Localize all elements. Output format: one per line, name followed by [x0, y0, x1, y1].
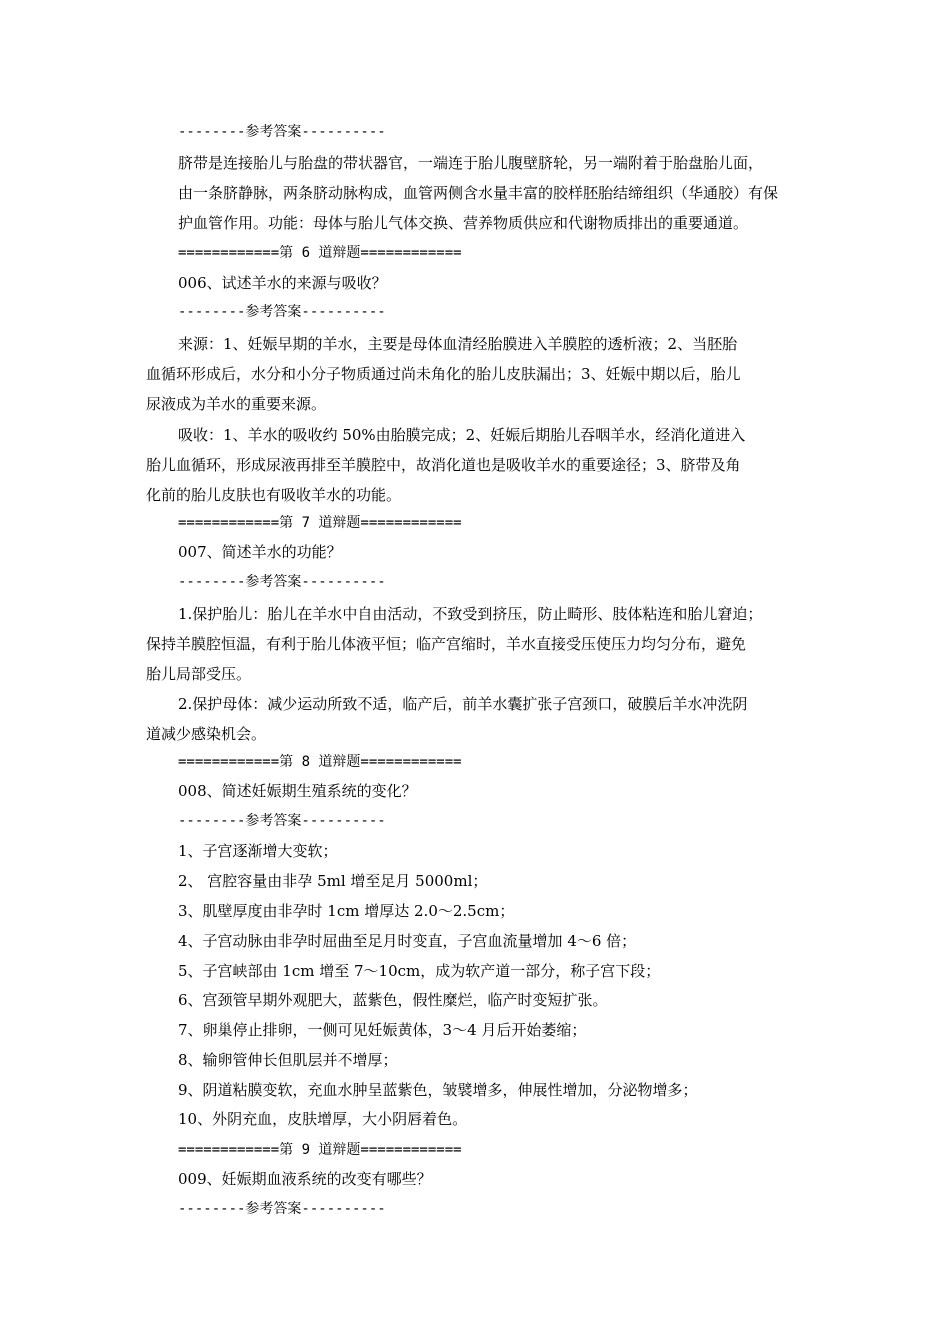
question-header: ============第 6 道辩题============ — [178, 245, 462, 261]
answer-paragraph — [146, 689, 806, 749]
question-header: ============第 8 道辩题============ — [178, 754, 462, 770]
list-item: 7、卵巢停止排卵，一侧可见妊娠黄体，3～4 月后开始萎缩； — [178, 1021, 587, 1039]
question-text: 007、简述羊水的功能？ — [178, 543, 342, 561]
list-item: 10、外阴充血，皮肤增厚，大小阴唇着色。 — [178, 1110, 468, 1128]
text-line: 吸收：1、羊水的吸收约 50%由胎膜完成；2、妊娠后期胎儿吞咽羊水，经消化道进入 — [178, 426, 746, 444]
list-item: 1、子宫逐渐增大变软； — [178, 842, 338, 860]
text-line: 2.保护母体：减少运动所致不适，临产后，前羊水囊扩张子宫颈口，破膜后羊水冲洗阴 — [178, 695, 748, 713]
text-line: 护血管作用。功能：母体与胎儿气体交换、营养物质供应和代谢物质排出的重要通道。 — [178, 214, 749, 232]
text-line: 由一条脐静脉，两条脐动脉构成，血管两侧含水量丰富的胶样胚胎结缔组织（华通胶）有保 — [178, 184, 779, 202]
text-line: 胎儿局部受压。 — [146, 665, 252, 683]
text-line: 道减少感染机会。 — [146, 725, 267, 743]
text-line: 1.保护胎儿：胎儿在羊水中自由活动，不致受到挤压，防止畸形、肢体粘连和胎儿窘迫； — [178, 605, 763, 623]
answer-separator: --------参考答案---------- — [178, 574, 386, 590]
text-line: 脐带是连接胎儿与胎盘的带状器官，一端连于胎儿腹壁脐轮，另一端附着于胎盘胎儿面， — [178, 154, 764, 172]
list-item: 9、阴道粘膜变软，充血水肿呈蓝紫色，皱襞增多，伸展性增加，分泌物增多； — [178, 1081, 698, 1099]
text-line: 来源：1、妊娠早期的羊水，主要是母体血清经胎膜进入羊膜腔的透析液；2、当胚胎 — [178, 335, 738, 353]
answer-paragraph — [178, 148, 806, 238]
list-item: 3、肌壁厚度由非孕时 1cm 增厚达 2.0～2.5cm； — [178, 902, 515, 920]
question-text: 006、试述羊水的来源与吸收？ — [178, 274, 387, 292]
text-line: 尿液成为羊水的重要来源。 — [146, 395, 327, 413]
list-item: 5、子宫峡部由 1cm 增至 7～10cm，成为软产道一部分，称子宫下段； — [178, 962, 661, 980]
answer-separator: --------参考答案---------- — [178, 813, 386, 829]
answer-separator: --------参考答案---------- — [178, 304, 386, 320]
answer-paragraph — [146, 420, 806, 510]
text-line: 血循环形成后，水分和小分子物质通过尚未角化的胎儿皮肤漏出；3、妊娠中期以后，胎儿 — [146, 365, 741, 383]
text-line: 化前的胎儿皮肤也有吸收羊水的功能。 — [146, 486, 402, 504]
question-text: 008、简述妊娠期生殖系统的变化？ — [178, 782, 417, 800]
list-item: 6、宫颈管早期外观肥大，蓝紫色，假性糜烂，临产时变短扩张。 — [178, 991, 608, 1009]
question-header: ============第 9 道辩题============ — [178, 1142, 462, 1158]
text-line: 胎儿血循环，形成尿液再排至羊膜腔中，故消化道也是吸收羊水的重要途径；3、脐带及角 — [146, 456, 741, 474]
answer-separator: --------参考答案---------- — [178, 124, 386, 140]
list-item: 4、子宫动脉由非孕时屈曲至足月时变直，子宫血流量增加 4～6 倍； — [178, 932, 637, 950]
answer-separator: --------参考答案---------- — [178, 1201, 386, 1217]
question-header: ============第 7 道辩题============ — [178, 515, 462, 531]
answer-paragraph — [146, 329, 806, 419]
list-item: 8、输卵管伸长但肌层并不增厚； — [178, 1051, 398, 1069]
text-line: 保持羊膜腔恒温，有利于胎儿体液平恒；临产宫缩时，羊水直接受压使压力均匀分布，避免 — [146, 635, 747, 653]
question-text: 009、妊娠期血液系统的改变有哪些？ — [178, 1170, 432, 1188]
list-item: 2、 宫腔容量由非孕 5ml 增至足月 5000ml； — [178, 872, 488, 890]
answer-paragraph — [146, 599, 806, 689]
